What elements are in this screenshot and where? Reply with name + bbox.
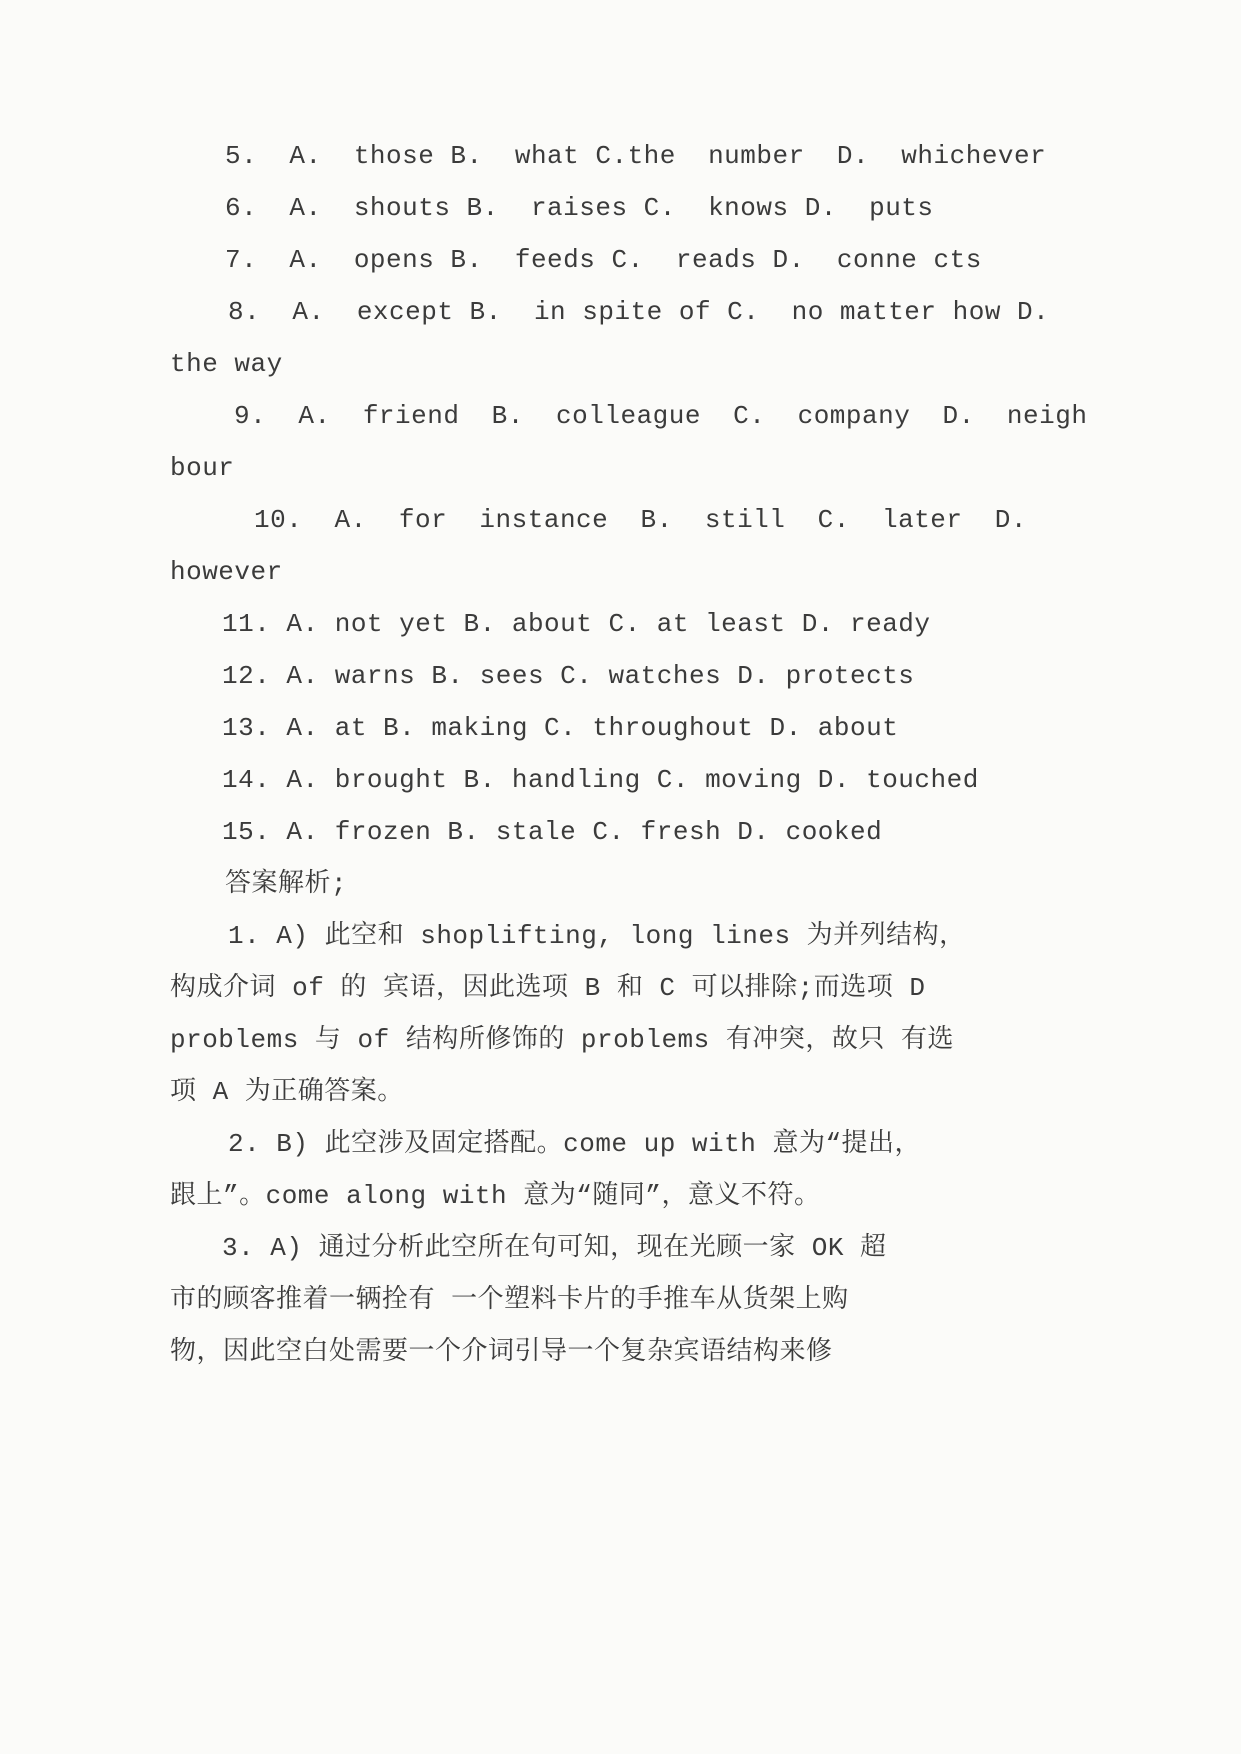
text-line: 项 A 为正确答案。 (170, 1077, 404, 1107)
text-line: 7. A. opens B. feeds C. reads D. conne cts (225, 245, 982, 275)
text-line: 5. A. those B. what C.the number D. whichever (225, 141, 1047, 171)
text-line: 9. A. friend B. colleague C. company D. neigh (234, 401, 1088, 431)
text-line: 构成介词 of 的 宾语，因此选项 B 和 C 可以排除;而选项 D (170, 973, 926, 1003)
text-line: 跟上”。come along with 意为“随同”，意义不符。 (170, 1181, 821, 1211)
text-line: 3. A) 通过分析此空所在句可知，现在光顾一家 OK 超 (222, 1233, 887, 1263)
text-line: 市的顾客推着一辆拴有 一个塑料卡片的手推车从货架上购 (170, 1285, 849, 1315)
text-line: 8. A. except B. in spite of C. no matter how D. (228, 297, 1050, 327)
text-line: the way (170, 349, 283, 379)
text-line: 2. B) 此空涉及固定搭配。come up with 意为“提出， (228, 1129, 922, 1159)
text-line: 6. A. shouts B. raises C. knows D. puts (225, 193, 934, 223)
text-line: 10. A. for instance B. still C. later D. (254, 505, 1027, 535)
text-line: 12. A. warns B. sees C. watches D. protects (222, 661, 915, 691)
text-line: 物，因此空白处需要一个介词引导一个复杂宾语结构来修 (170, 1337, 833, 1367)
text-line: 14. A. brought B. handling C. moving D. touched (222, 765, 979, 795)
text-line: 15. A. frozen B. stale C. fresh D. cooked (222, 817, 883, 847)
text-line: bour (170, 453, 235, 483)
text-line: 11. A. not yet B. about C. at least D. ready (222, 609, 931, 639)
text-line: problems 与 of 结构所修饰的 problems 有冲突，故只 有选 (170, 1025, 954, 1055)
text-line: however (170, 557, 283, 587)
text-line: 答案解析; (225, 869, 348, 899)
document-body (170, 130, 1141, 1378)
text-line: 13. A. at B. making C. throughout D. about (222, 713, 899, 743)
text-line: 1. A) 此空和 shoplifting, long lines 为并列结构， (228, 921, 966, 951)
